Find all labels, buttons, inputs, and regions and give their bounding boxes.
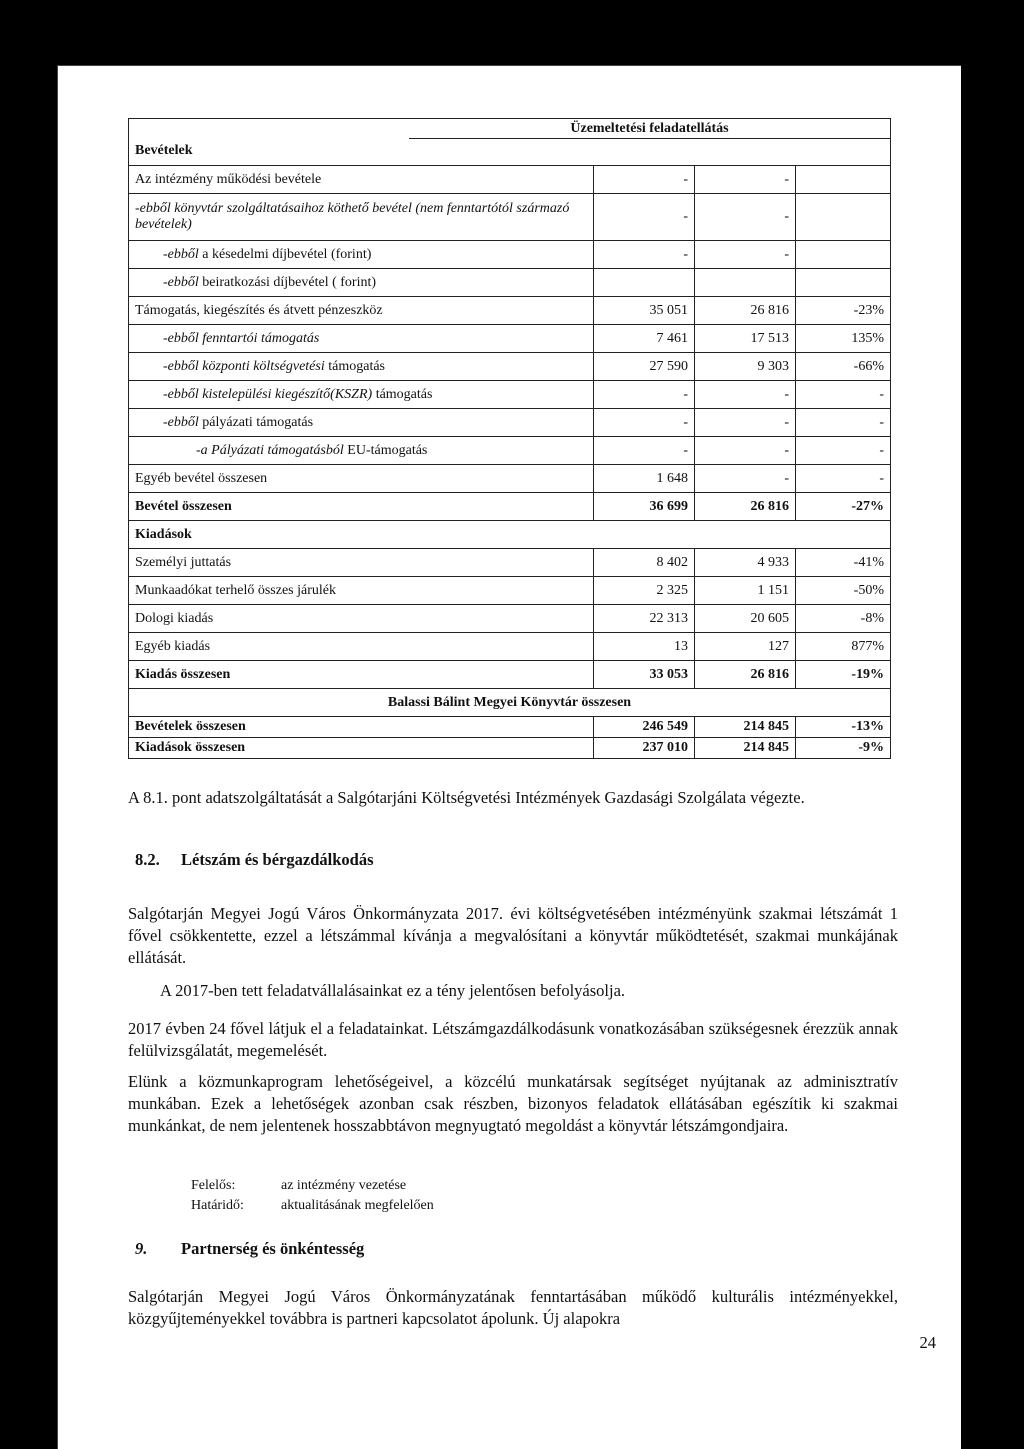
paragraph: 2017 évben 24 fővel látjuk el a feladatainkat. Létszámgazdálkodásunk vonatkozásában szükségesnek érezzük annak felülvizsgálatát, megemelését. — [128, 1019, 898, 1060]
responsible-value: az intézmény vezetése — [281, 1178, 407, 1193]
table-row: Kiadások összesen 237 010 214 845 -9% — [129, 738, 891, 759]
table-row: Egyéb bevétel összesen 1 648 - - — [129, 465, 891, 493]
table-row: -ebből központi költségvetési támogatás 27 590 9 303 -66% — [129, 353, 891, 381]
section-number: 8.2. — [135, 850, 160, 869]
paragraph: Elünk a közmunkaprogram lehetőségeivel, a közcélú munkatársak segítséget nyújtanak az adminisztratív munkában. Ezek a lehetőségek azonban csak részben, bizonyos feladatok ellátásában egészítik ki szakmai munkánkat, de nem jelentenek hosszabbtávon megnyugtató megoldást a könyvtár létszámgondjaira. — [128, 1072, 898, 1135]
table-row: -ebből fenntartói támogatás 7 461 17 513 135% — [129, 325, 891, 353]
table-row: -ebből a késedelmi díjbevétel (forint) - - — [129, 241, 891, 269]
table-row: -ebből kistelepülési kiegészítő(KSZR) támogatás - - - — [129, 381, 891, 409]
section-heading: Létszám és bérgazdálkodás — [181, 850, 374, 869]
table-row: Balassi Bálint Megyei Könyvtár összesen — [129, 689, 891, 717]
document-page — [57, 65, 961, 1449]
page-number: 24 — [919, 1333, 936, 1352]
table-row: Támogatás, kiegészítés és átvett pénzeszköz 35 051 26 816 -23% — [129, 297, 891, 325]
table-row: Az intézmény működési bevétele - - — [129, 166, 891, 194]
paragraph: Salgótarján Megyei Jogú Város Önkormányzata 2017. évi költségvetésében intézményünk szakmai létszámát 1 fővel csökkentette, ezzel a létszámmal kívánja a megvalósítani a könyvtár működtetését, szakmai munkájának ellátását. — [128, 904, 898, 967]
table-row: Személyi juttatás 8 402 4 933 -41% — [129, 549, 891, 577]
table-row: Bevétel összesen 36 699 26 816 -27% — [129, 493, 891, 521]
table-row: Munkaadókat terhelő összes járulék 2 325 1 151 -50% — [129, 577, 891, 605]
table-row: -a Pályázati támogatásból EU-támogatás - - - — [129, 437, 891, 465]
table-row: Egyéb kiadás 13 127 877% — [129, 633, 891, 661]
paragraph: A 2017-ben tett feladatvállalásainkat ez a tény jelentősen befolyásolja. — [160, 981, 626, 1000]
section-heading: Partnerség és önkéntesség — [181, 1239, 365, 1258]
table-row: Bevételek összesen 246 549 214 845 -13% — [129, 717, 891, 738]
table-row: Kiadás összesen 33 053 26 816 -19% — [129, 661, 891, 689]
table-row: -ebből pályázati támogatás - - - — [129, 409, 891, 437]
responsible-label: Felelős: — [191, 1178, 236, 1193]
note-paragraph: A 8.1. pont adatszolgáltatását a Salgótarjáni Költségvetési Intézmények Gazdasági Szolgálata végezte. — [128, 788, 805, 807]
budget-table — [128, 118, 891, 759]
table-row: Kiadások — [129, 521, 891, 549]
deadline-label: Határidő: — [191, 1198, 244, 1213]
section-title: Üzemeltetési feladatellátás — [409, 119, 890, 139]
table-header-row — [129, 119, 891, 166]
table-row: -ebből beiratkozási díjbevétel ( forint) — [129, 269, 891, 297]
deadline-value: aktualitásának megfelelően — [281, 1198, 434, 1213]
section-number: 9. — [135, 1239, 148, 1258]
table-row: Dologi kiadás 22 313 20 605 -8% — [129, 605, 891, 633]
paragraph: Salgótarján Megyei Jogú Város Önkormányzatának fenntartásában működő kulturális intézményekkel, közgyűjteményekkel továbbra is partneri kapcsolatot ápolunk. Új alapokra — [128, 1287, 898, 1328]
table-row: -ebből könyvtár szolgáltatásaihoz köthető bevétel (nem fenntartótól származó bevételek) - - — [129, 194, 891, 241]
revenue-heading: Bevételek — [135, 143, 193, 158]
